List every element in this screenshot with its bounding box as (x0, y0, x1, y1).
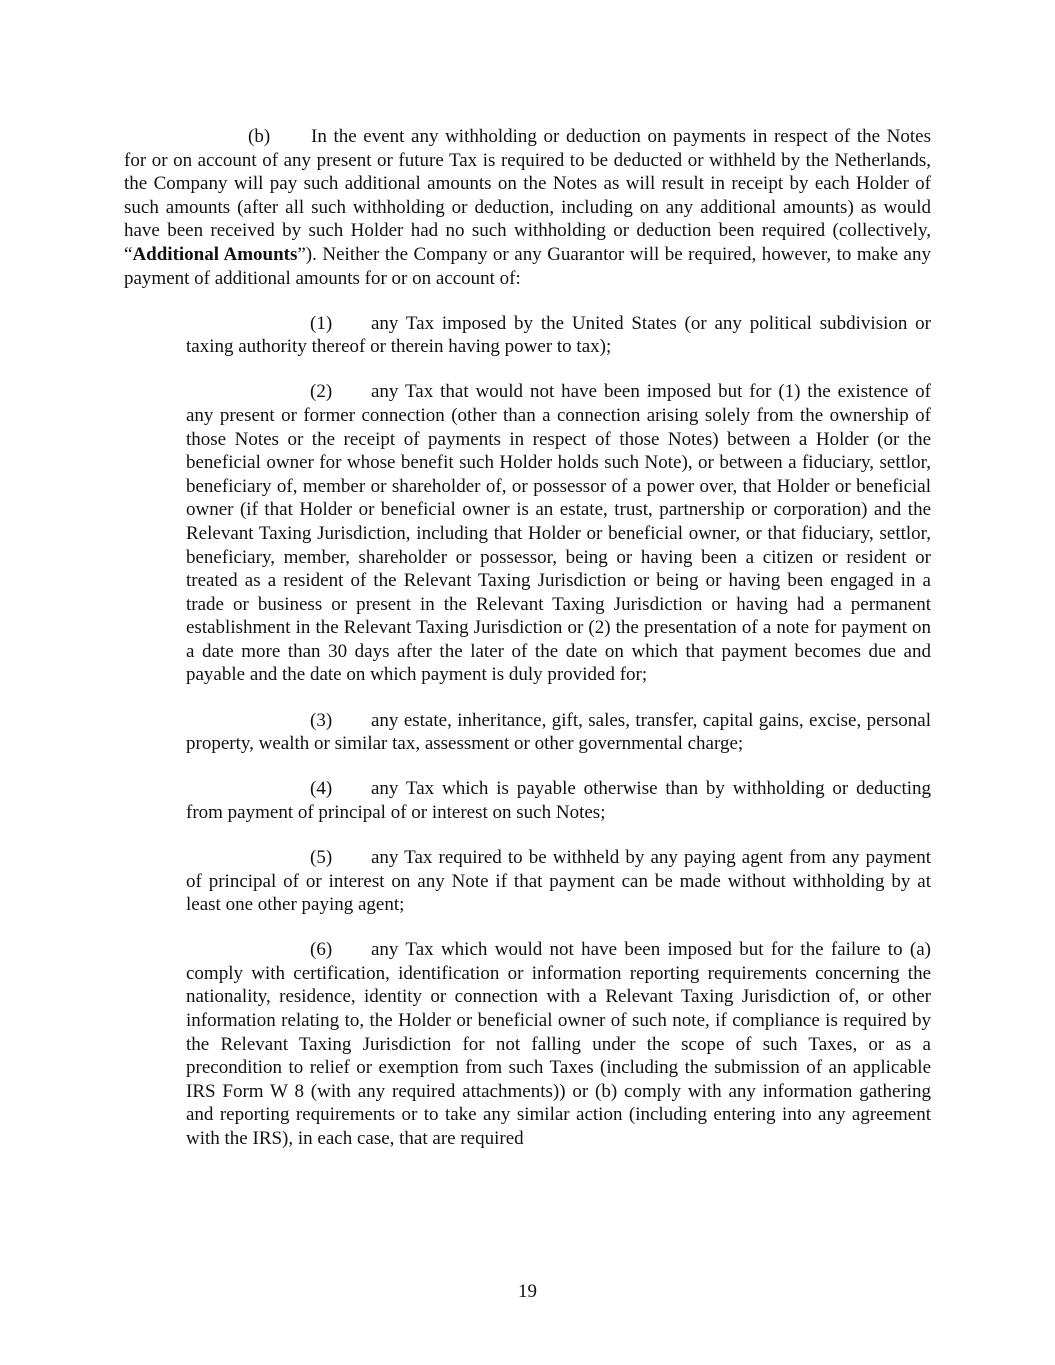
item-text: any Tax which is payable otherwise than by withholding or deducting from payment of principal of or interest on such Notes; (186, 778, 931, 823)
paragraph-text: In the event any withholding or deduction on payments in respect of the Notes for or on account of any present or future Tax is required to be deducted or withheld by the Netherlands, the Company will pay such additional amounts on the Notes as will result in receipt by each Holder of such amounts (after all such withholding or deduction, including on any additional amounts) as would have been received by such Holder had no such withholding or deduction been required (collectively, “ (124, 126, 931, 265)
item-text: any Tax required to be withheld by any paying agent from any payment of principal of or interest on any Note if that payment can be made without withholding by at least one other paying agent; (186, 846, 931, 916)
item-label: (2) (310, 381, 333, 403)
item-text: any Tax that would not have been imposed but for (1) the existence of any present or former connection (other than a connection arising solely from the ownership of those Notes or the receipt of payments in respect of those Notes) between a Holder (or the beneficial owner for whose benefit such Holder holds such Note), or between a fiduciary, settlor, beneficiary of, member or shareholder of, or possessor of a power over, that Holder or beneficial owner (if that Holder or beneficial owner is an estate, trust, partnership or corporation) and the Relevant Taxing Jurisdiction, including that Holder or beneficial owner, or that fiduciary, settlor, beneficiary, member, shareholder or possessor, being or having been a citizen or resident or treated as a resident of the Relevant Taxing Jurisdiction or being or having been engaged in a trade or business or present in the Relevant Taxing Jurisdiction or having had a permanent establishment in the Relevant Taxing Jurisdiction or (2) the presentation of a note for payment on a date more than 30 days after the later of the date on which that payment becomes due and payable and the date on which payment is duly provided for; (186, 381, 931, 686)
list-item (186, 938, 931, 1150)
list-item (186, 709, 931, 756)
paragraph-label: (b) (248, 126, 271, 147)
defined-term: Additional Amounts (132, 243, 298, 265)
item-label: (4) (310, 778, 333, 800)
document-page (124, 125, 931, 1172)
page-number: 19 (518, 1281, 537, 1302)
item-text: any estate, inheritance, gift, sales, transfer, capital gains, excise, personal property, wealth or similar tax, assessment or other governmental charge; (186, 709, 931, 755)
paragraph-text: ”). Neither the Company or any Guarantor will be required, however, to make any payment of additional amounts for or on account of: (124, 243, 931, 289)
item-text: any Tax which would not have been imposed but for the failure to (a) comply with certification, identification or information reporting requirements concerning the nationality, residence, identity or connection with a Relevant Taxing Jurisdiction of, or other information relating to, the Holder or beneficial owner of such note, if compliance is required by the Relevant Taxing Jurisdiction for not falling under the scope of such Taxes, or as a precondition to relief or exemption from such Taxes (including the submission of an applicable IRS Form W 8 (with any required attachments)) or (b) comply with any information gathering and reporting requirements or to take any similar action (including entering into any agreement with the IRS), in each case, that are required (186, 939, 931, 1149)
item-label: (1) (310, 312, 333, 334)
item-label: (3) (310, 709, 333, 731)
list-item (186, 312, 931, 359)
list-item (186, 777, 931, 824)
paragraph-b (124, 125, 931, 290)
item-label: (5) (310, 846, 333, 868)
list-item (186, 846, 931, 917)
list-item (186, 380, 931, 687)
item-label: (6) (310, 939, 333, 961)
item-text: any Tax imposed by the United States (or any political subdivision or taxing authority thereof or therein having power to tax); (186, 312, 931, 358)
